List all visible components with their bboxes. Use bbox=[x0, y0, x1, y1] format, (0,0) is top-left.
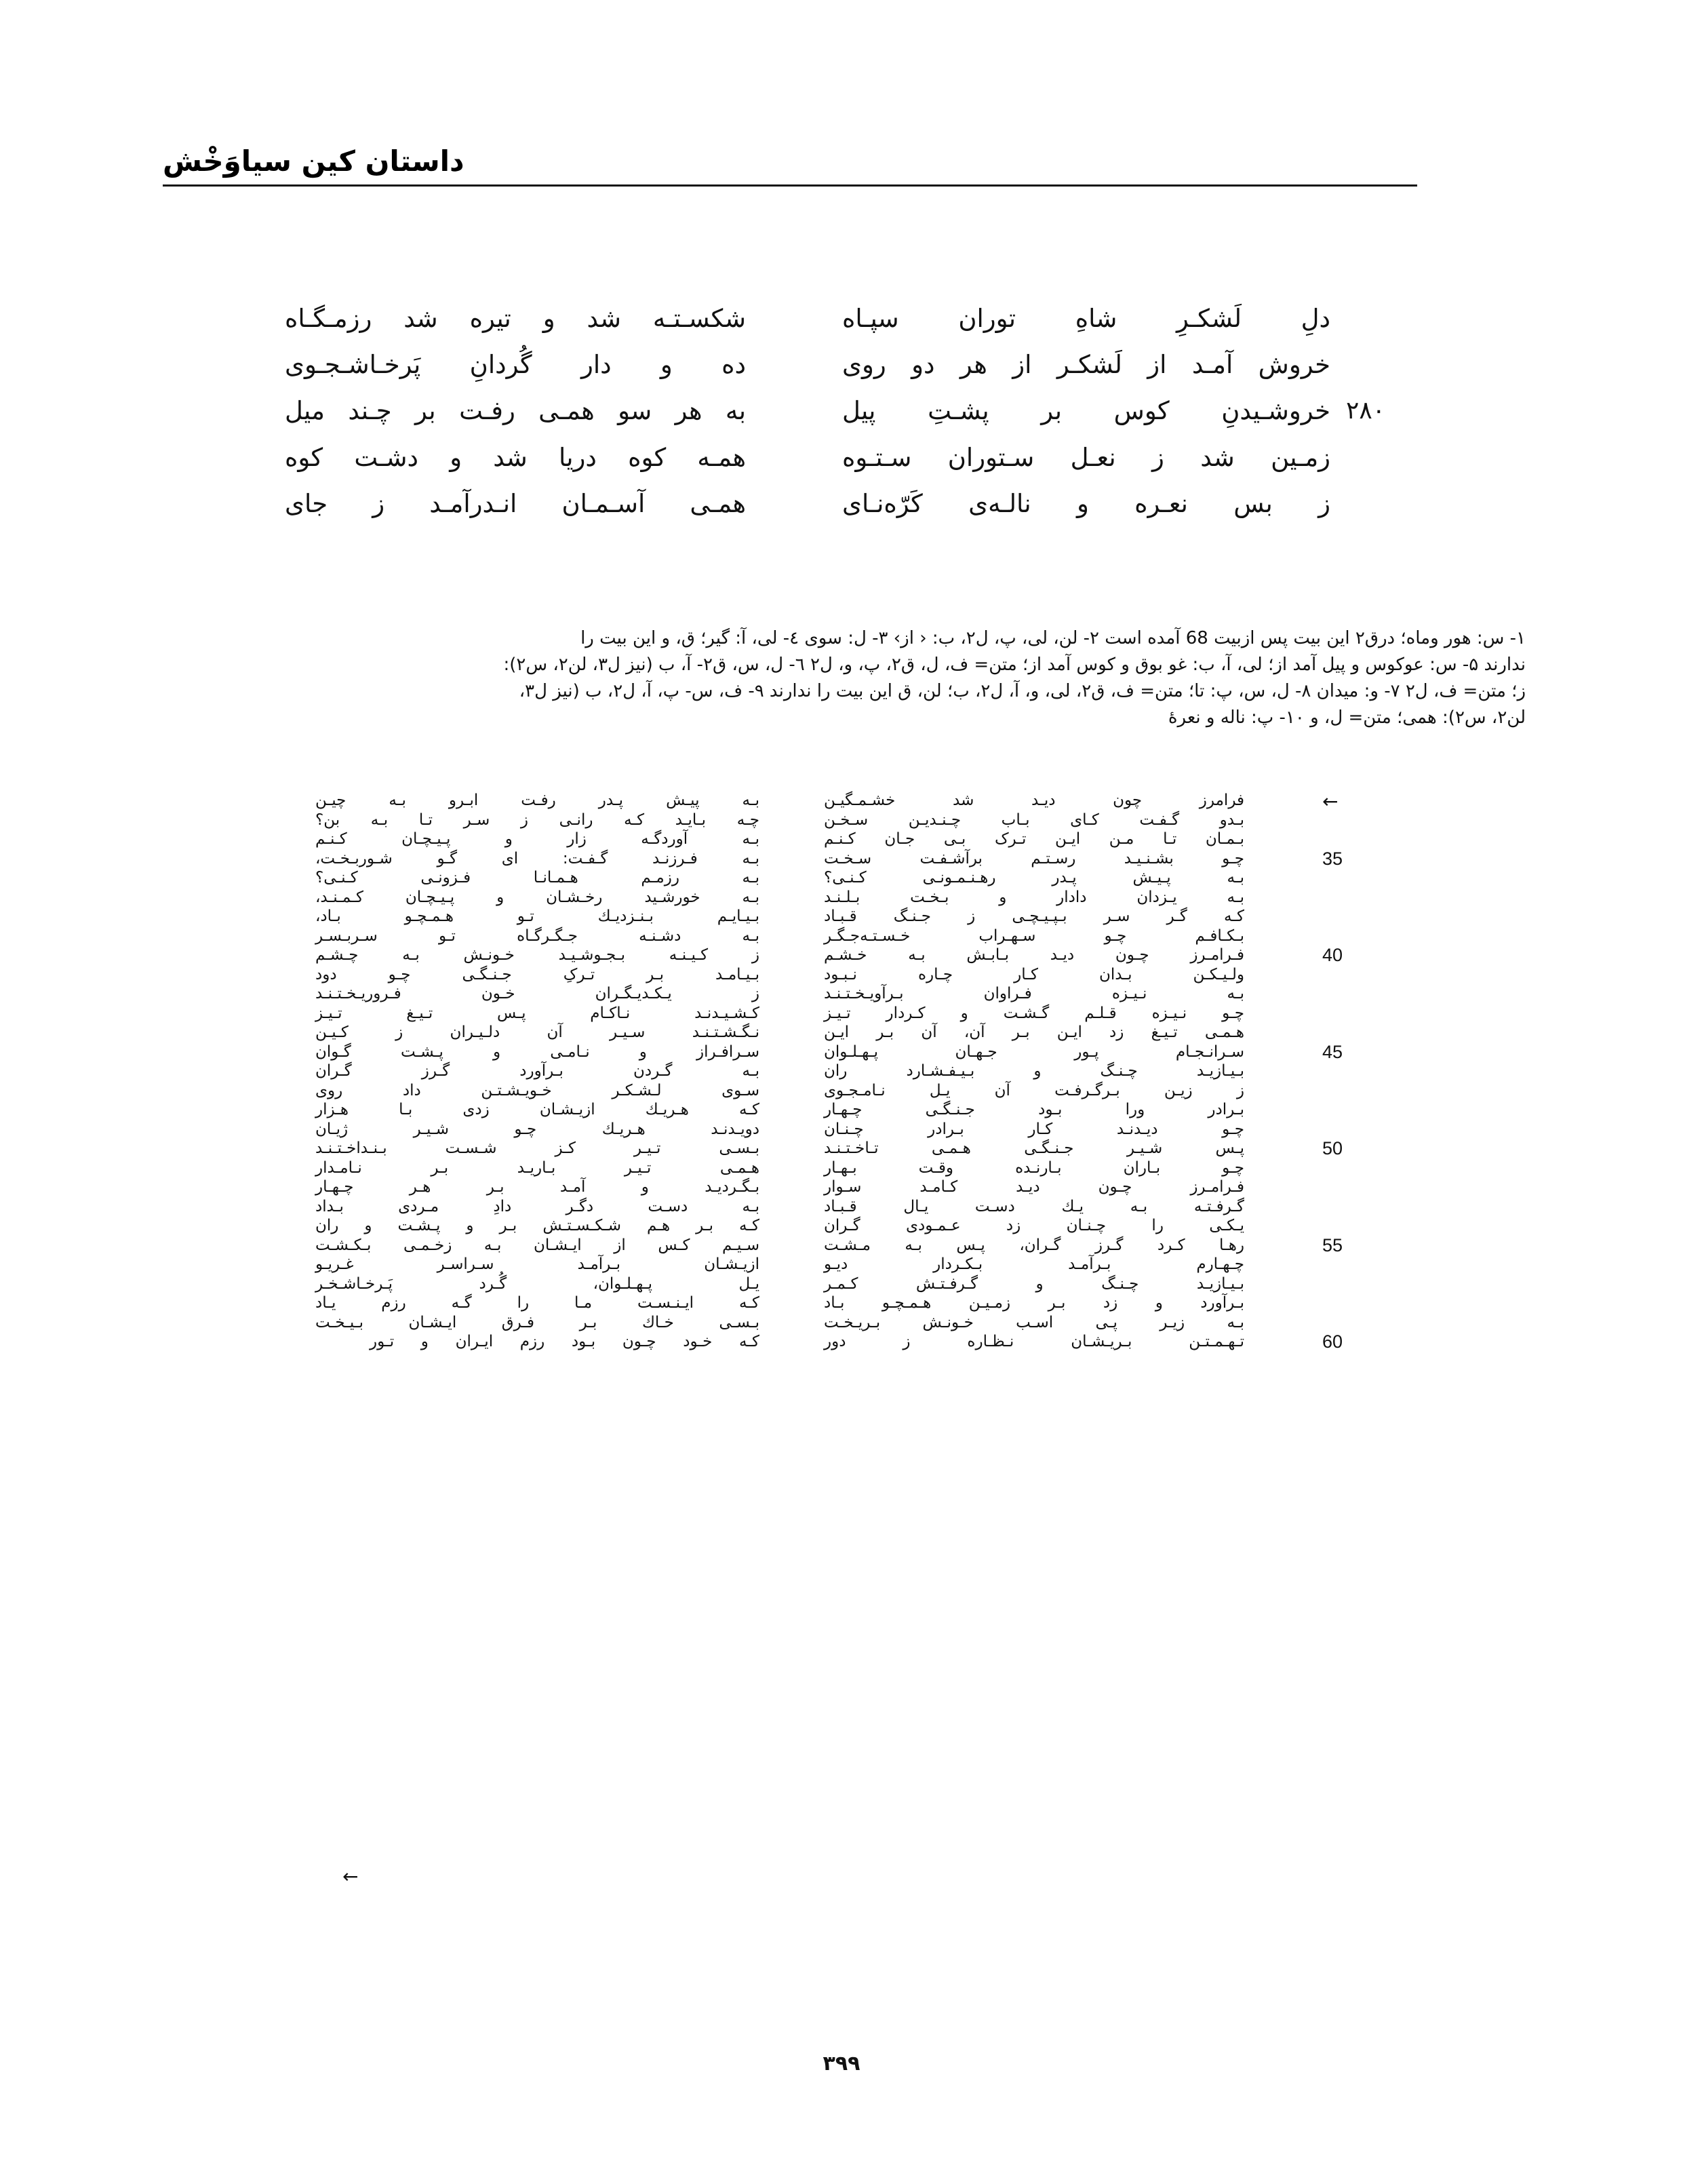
verse-number: ۲۸۰ bbox=[1346, 397, 1386, 425]
footnote-line: ۱- س: هور وماه؛ درق۲ این بیت پس ازبیت 68 آمده است ۲- لن، لی، پ، ل۲، ب: ‹ از› ۳- ل: سوی ٤- لی، آ: گیر؛ ق، و این بیت را bbox=[580, 628, 1526, 648]
verse-hemistich-right: کـه گـر سـر بـپـیـچـی ز جـنـگ قـبـاد bbox=[824, 908, 1244, 925]
verse-hemistich-left: بـه آوردگـه زار و پـیـچـان کـنـم bbox=[315, 830, 759, 848]
running-header bbox=[163, 139, 1417, 187]
verse-number: 35 bbox=[1322, 849, 1343, 869]
verse-hemistich-right: ز بس نعـره و نالـه‌ی کَرّه‌نـای bbox=[842, 489, 1330, 518]
continuation-arrow-icon: ← bbox=[1322, 790, 1339, 813]
verse-hemistich-right: چـهـارم بـرآمـد بـکـردار دیـو bbox=[824, 1255, 1244, 1273]
verse-hemistich-right: بـرادر ورا بـود جـنـگـی چـهـار bbox=[824, 1101, 1244, 1118]
verse-hemistich-left: بـه گـردن بـرآورد گـرز گـران bbox=[315, 1062, 759, 1080]
continuation-arrow-icon: ← bbox=[342, 1865, 359, 1888]
verse-hemistich-left: ده و دار گُردانِ پَرخـاشـجـوی bbox=[285, 350, 746, 379]
verse-hemistich-right: بـیـازیـد چـنـگ و بـیـفـشـارد ران bbox=[824, 1062, 1244, 1080]
verse-hemistich-left: کـشـیـدنـد نـاکـام پـس تـیـغ تـیـز bbox=[315, 1005, 759, 1022]
verse-hemistich-left: همـه کوه دریا شد و دشـت کوه bbox=[285, 443, 746, 472]
verse-hemistich-left: بـیـامـد بـر تـرکِ جـنـگـی چـو دود bbox=[315, 966, 759, 983]
verse-hemistich-left: کـه ایـنـسـت مـا را گـه رزم یـاد bbox=[315, 1294, 759, 1312]
verse-hemistich-left: همـی آسـمـان انـدرآمـد ز جای bbox=[285, 489, 746, 518]
verse-hemistich-right: چـو بشـنـیـد رسـتـم برآشـفـت سـخـت bbox=[824, 850, 1244, 867]
verse-hemistich-right: بـدو گـفـت کـای بـاب چـنـدیـن سـخـن bbox=[824, 811, 1244, 829]
book-title: داستان کین سیاوَخْش bbox=[163, 144, 464, 178]
header-rule bbox=[163, 184, 1417, 187]
footnote-line: لن۲، س۲): همی؛ متن= ل، و ۱۰- پ: ناله و نعرهٔ bbox=[1168, 707, 1526, 728]
verse-hemistich-right: دلِ لَشکـرِ شاهِ توران سپـاه bbox=[842, 304, 1330, 333]
verse-hemistich-left: به هر سو همـی رفـت بر چـند میل bbox=[285, 396, 746, 425]
verse-number: 55 bbox=[1322, 1235, 1343, 1255]
verse-hemistich-right: فـرامـرز چـون دیـد کـامـد سـوار bbox=[824, 1178, 1244, 1196]
footnote-line: ز؛ متن= ف، ل۲ ۷- و: میدان ۸- ل، س، پ: تا؛ متن= ف، ق۲، لی، و، آ، ل۲، ب؛ لن، ق این بیت را ندارند ۹- ف، س- پ، آ، ل۲، ب (نیز ل۳، bbox=[519, 681, 1526, 701]
verse-hemistich-right: چـو نـیـزه قـلـم گـشـت و کـردار تـیـز bbox=[824, 1005, 1244, 1022]
verse-hemistich-right: بـه نـیـزه فـراوان بـرآویـخـتـنـد bbox=[824, 985, 1244, 1002]
verse-hemistich-left: کـه خـود چـون بـود رزم ایـران و تـور bbox=[370, 1333, 759, 1350]
verse-hemistich-right: چـو بـاران بـارنـده وقـت بـهـار bbox=[824, 1159, 1244, 1177]
verse-hemistich-left: بـه خورشـید رخـشـان و پـیـچـان کـمـنـد، bbox=[315, 889, 759, 906]
verse-hemistich-left: بـسـی خـاك بـر فـرق ایـشـان بـیـخـت bbox=[315, 1314, 759, 1331]
verse-hemistich-left: سـرافـراز و نـامـی و پـشـت گـوان bbox=[315, 1043, 759, 1061]
verse-hemistich-right: گـرفـتـه بـه یـك دسـت یـال قـبـاد bbox=[824, 1198, 1244, 1215]
verse-hemistich-left: بـگـردیـد و آمـد بـر هـر چـهـار bbox=[315, 1178, 759, 1196]
verse-hemistich-left: کـه هـریـك ازیـشـان زدی بـا هـزار bbox=[315, 1101, 759, 1118]
footnotes-apparatus bbox=[157, 625, 1526, 731]
verse-hemistich-right: بـمـان تـا مـن ایـن تـرک بـی جـان کـنـم bbox=[824, 830, 1244, 848]
verse-hemistich-right: چـو دیـدنـد کـار بـرادر چـنـان bbox=[824, 1120, 1244, 1138]
verse-hemistich-right: رهـا کـرد گـرز گـران، پـس بـه مـشـت bbox=[824, 1236, 1244, 1254]
verse-hemistich-left: یـل پـهـلـوان، گُـرد پَـرخـاشـخـر bbox=[315, 1275, 759, 1293]
verse-hemistich-right: بـه پـیـش پـدر رهـنـمـونـی کـنـی؟ bbox=[824, 869, 1244, 886]
verse-hemistich-left: ز یـکـدیـگـران خـون فـروریـخـتـنـد bbox=[315, 985, 759, 1002]
verse-hemistich-left: بـه دشـنـه جـگـرگـاه تـو سـربـسـر bbox=[315, 927, 759, 945]
verse-number: 60 bbox=[1322, 1331, 1343, 1352]
verse-number: 45 bbox=[1322, 1042, 1343, 1062]
verse-number: 40 bbox=[1322, 945, 1343, 965]
verse-hemistich-right: فـرامـرز چـون دیـد بـابـش بـه خـشـم bbox=[824, 946, 1244, 964]
verse-hemistich-left: بـه پیـش پـدر رفـت ابـرو بـه چیـن bbox=[315, 792, 759, 809]
verse-hemistich-left: بـیـایـم بـنـزدیـك تـو هـمـچـو بـاد، bbox=[315, 908, 759, 925]
verse-hemistich-right: هـمـی تـیـغ زد ایـن بـر آن، آن بـر ایـن bbox=[824, 1023, 1244, 1041]
verse-hemistich-right: بـکـافـم چـو سـهـراب خـسـتـه‌جـگـر bbox=[824, 927, 1244, 945]
verse-hemistich-left: سـوی لـشـکـر خـویـشـتـن داد روی bbox=[315, 1082, 759, 1099]
verse-hemistich-right: سـرانـجـام پـور جـهـان پـهـلـوان bbox=[824, 1043, 1244, 1061]
verse-hemistich-right: ز زیـن بـرگـرفـت آن یـل نـامـجـوی bbox=[824, 1082, 1244, 1099]
verse-hemistich-left: ازیـشـان بـرآمـد سـراسـر غـریـو bbox=[315, 1255, 759, 1273]
verse-hemistich-left: شکسـتـه شد و تیره شد رزمـگـاه bbox=[285, 304, 746, 333]
verse-hemistich-left: بـه دسـت دگـر دادِ مـردی بـداد bbox=[315, 1198, 759, 1215]
verse-hemistich-right: پـس شـیـر جـنـگـی هـمـی تـاخـتـنـد bbox=[824, 1139, 1244, 1157]
verse-hemistich-right: بـه یـزدان دادار و بـخـت بـلـنـد bbox=[824, 889, 1244, 906]
verse-hemistich-right: تـهـمـتـن بـریـشـان نـظـاره ز دور bbox=[824, 1333, 1244, 1350]
verse-hemistich-left: نـگـشـتـنـد سـیـر آن دلـیـران ز کـیـن bbox=[315, 1023, 759, 1041]
verse-hemistich-right: خروشـیدنِ کوس بر پشـتِ پیل bbox=[842, 396, 1330, 425]
footnote-line: ندارند ۵- س: عوکوس و پیل آمد از؛ لی، آ، ب: غو بوق و کوس آمد از؛ متن= ف، ل، ق۲، پ، و، ل۲ ٦- ل، س، ق۲- آ، ب (نیز ل۳، لن۲، س۲): bbox=[503, 655, 1526, 675]
verse-hemistich-right: بـه زیـر پـی اسـب خـونـش بـریـخـت bbox=[824, 1314, 1244, 1331]
verse-hemistich-right: بـیـازیـد چـنـگ و گـرفـتـش کـمـر bbox=[824, 1275, 1244, 1293]
verse-hemistich-left: هـمـی تـیـر بـاریـد بـر نـامـدار bbox=[315, 1159, 759, 1177]
verse-hemistich-right: زمـین شد ز نعـل سـتوران سـتـوه bbox=[842, 443, 1330, 472]
verse-hemistich-left: بـسـی تـیـر کـز شـسـت بـنـداخـتـنـد bbox=[315, 1139, 759, 1157]
verse-hemistich-left: چـه بـایـد کـه رانـی ز سـر تـا بـه بن؟ bbox=[315, 811, 759, 829]
page-number: ۳۹۹ bbox=[823, 2052, 860, 2075]
verse-hemistich-right: بـرآورد و زد بـر زمـیـن هـمـچـو بـاد bbox=[824, 1294, 1244, 1312]
verse-hemistich-left: سـیـم کـس از ایـشـان بـه زخـمـی بـکـشـت bbox=[315, 1236, 759, 1254]
verse-hemistich-right: خروش آمـد از لَشکـر از هر دو روی bbox=[842, 350, 1330, 379]
verse-number: 50 bbox=[1322, 1138, 1343, 1158]
verse-hemistich-left: بـه رزمـم هـمـانـا فـزونـی کـنـی؟ bbox=[315, 869, 759, 886]
verse-hemistich-left: ز کـیـنـه بـجـوشـیـد خـونـش بـه چـشـم bbox=[315, 946, 759, 964]
verse-hemistich-right: ولـیـکـن بـدان کـار چـاره نـبـود bbox=[824, 966, 1244, 983]
verse-hemistich-right: فرامرز چون دیـد شد خشـمـگیـن bbox=[824, 792, 1244, 809]
verse-hemistich-left: دویـدنـد هـریـك چـو شـیـر ژیـان bbox=[315, 1120, 759, 1138]
verse-hemistich-right: یـکـی را چـنـان زد عـمـودی گـران bbox=[824, 1217, 1244, 1234]
verse-hemistich-left: بـه فـرزنـد گـفـت: ای گـو شـوربـخـت، bbox=[315, 850, 759, 867]
verse-hemistich-left: کـه بـر هـم شـکـسـتـش بـر و پـشـت و ران bbox=[315, 1217, 759, 1234]
